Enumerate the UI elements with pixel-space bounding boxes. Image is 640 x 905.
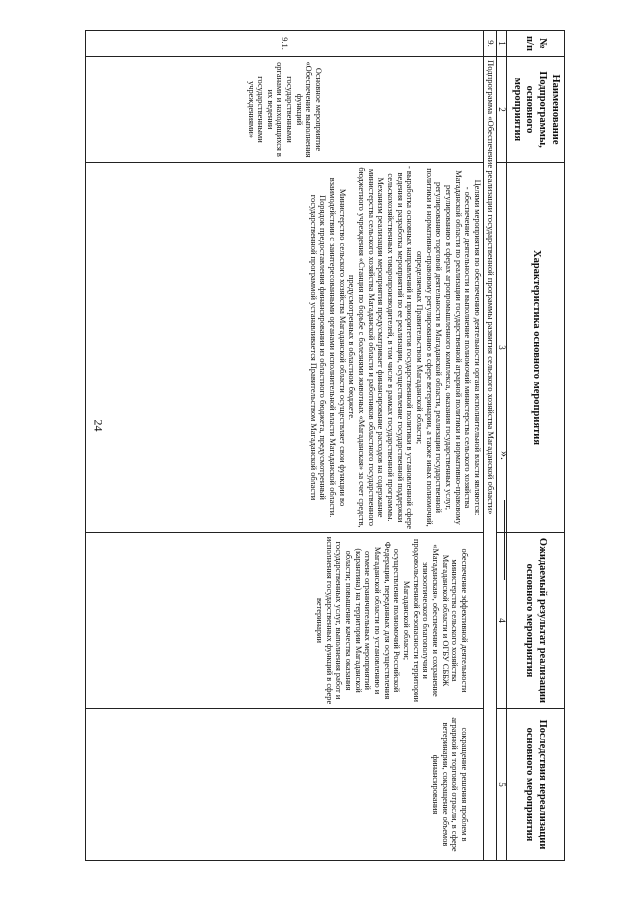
measure-result	[86, 533, 484, 709]
measure-characteristic	[86, 163, 484, 533]
table-header-row	[507, 31, 565, 861]
measure-consequences	[86, 709, 484, 861]
measures-table	[85, 30, 565, 861]
column-number: 4	[497, 533, 507, 709]
closing-mark: ».	[498, 451, 512, 460]
closing-underline	[504, 500, 505, 580]
row-num: 9.1.	[86, 31, 484, 57]
column-number: 3	[497, 163, 507, 533]
characteristic-paragraph: Механизм реализации мероприятия предусматривает финансирование расходов на содержание министерства сельского хозяйства Магаданской области и работников областного государственного бюджетного учреждения «Станция по борьбе с болезнями животных «Магаданская» за счет средств, предусмотренных в областном бюджете.	[347, 167, 386, 528]
subprogram-title: Подпрограмма «Обеспечение реализации государственной программы развития сельского хозяйства Магаданской области»	[484, 57, 497, 861]
page-number: 24	[91, 419, 106, 432]
table-row	[86, 31, 484, 861]
header-name: Наименование Подпрограммы, основного мероприятия	[507, 57, 565, 163]
header-result: Ожидаемый результат реализации основного мероприятия	[507, 533, 565, 709]
characteristic-paragraph: Целями мероприятия по обеспечению деятельности органа исполнительной власти являются:	[473, 179, 482, 516]
header-characteristic: Характеристика основного мероприятия	[507, 163, 565, 533]
header-num: № п/п	[507, 31, 565, 57]
characteristic-paragraph: - обеспечение деятельности и выполнение полномочий министерства сельского хозяйства Магаданской области по реализации государственной аграрной политики и нормативно-правовому регулированию в сферах агропромышленного комплекса, оказания государственных услуг, регулированию торговой деятельности в Магаданской области, реализации государственной политики и нормативно-правовому регулированию в сфере ветеринарии, а также иных полномочий, определяемых Правительством Магаданской области;	[415, 168, 473, 527]
characteristic-paragraph: - выработка основных направлений и приоритетов государственной политики в установленной сфере ведения и разработка мероприятий по ее реализации, осуществление государственной поддержки сельскохозяйственных товаропроизводителей, в том числе в рамках государственной программы.	[386, 166, 415, 529]
column-number: 1	[497, 31, 507, 57]
result-paragraph: обеспечение эффективной деятельности министерства сельского хозяйства Магаданской области и ОГБУ СББЖ «Магаданская», обеспечение и сохранение эпизоотического благополучия и продовольственной безопасности территории Магаданской области;	[402, 538, 469, 703]
result-paragraph: осуществление полномочий Российской Федерации, переданных для осуществления Магаданской области по установлению и отмене ограничительных мероприятий (карантина) на территории Магаданской области; повышение качества оказания государственных услуг, выполнения работ и исполнения государственных функций в сфере ветеринарии	[315, 536, 402, 705]
subprogram-num: 9.	[484, 31, 497, 57]
column-number: 2	[497, 57, 507, 163]
characteristic-paragraph: Министерство сельского хозяйства Магаданской области осуществляет свои функции во взаимодействии с заинтересованными органами исполнительной власти Магаданской области.	[328, 177, 347, 518]
column-numbers-row	[497, 31, 507, 861]
subprogram-row	[484, 31, 497, 861]
header-consequences: Последствия нереализации основного мероприятия	[507, 709, 565, 861]
characteristic-paragraph: Порядок предоставления финансирования из областного бюджета, предусмотренный государственной программой устанавливается Правительством Магаданской области	[308, 194, 328, 501]
consequences-paragraph: сокращение решения проблем в аграрной и торговой отрасли, в сфере ветеринарии, сокращение объемов финансирования	[431, 717, 469, 852]
column-number: 5	[497, 709, 507, 861]
measure-name: Основное мероприятие «Обеспечение выполнения функций государственными органами и находящихся в их ведении государственными учреждениями»	[86, 57, 484, 163]
rotated-table-wrapper	[85, 30, 565, 860]
